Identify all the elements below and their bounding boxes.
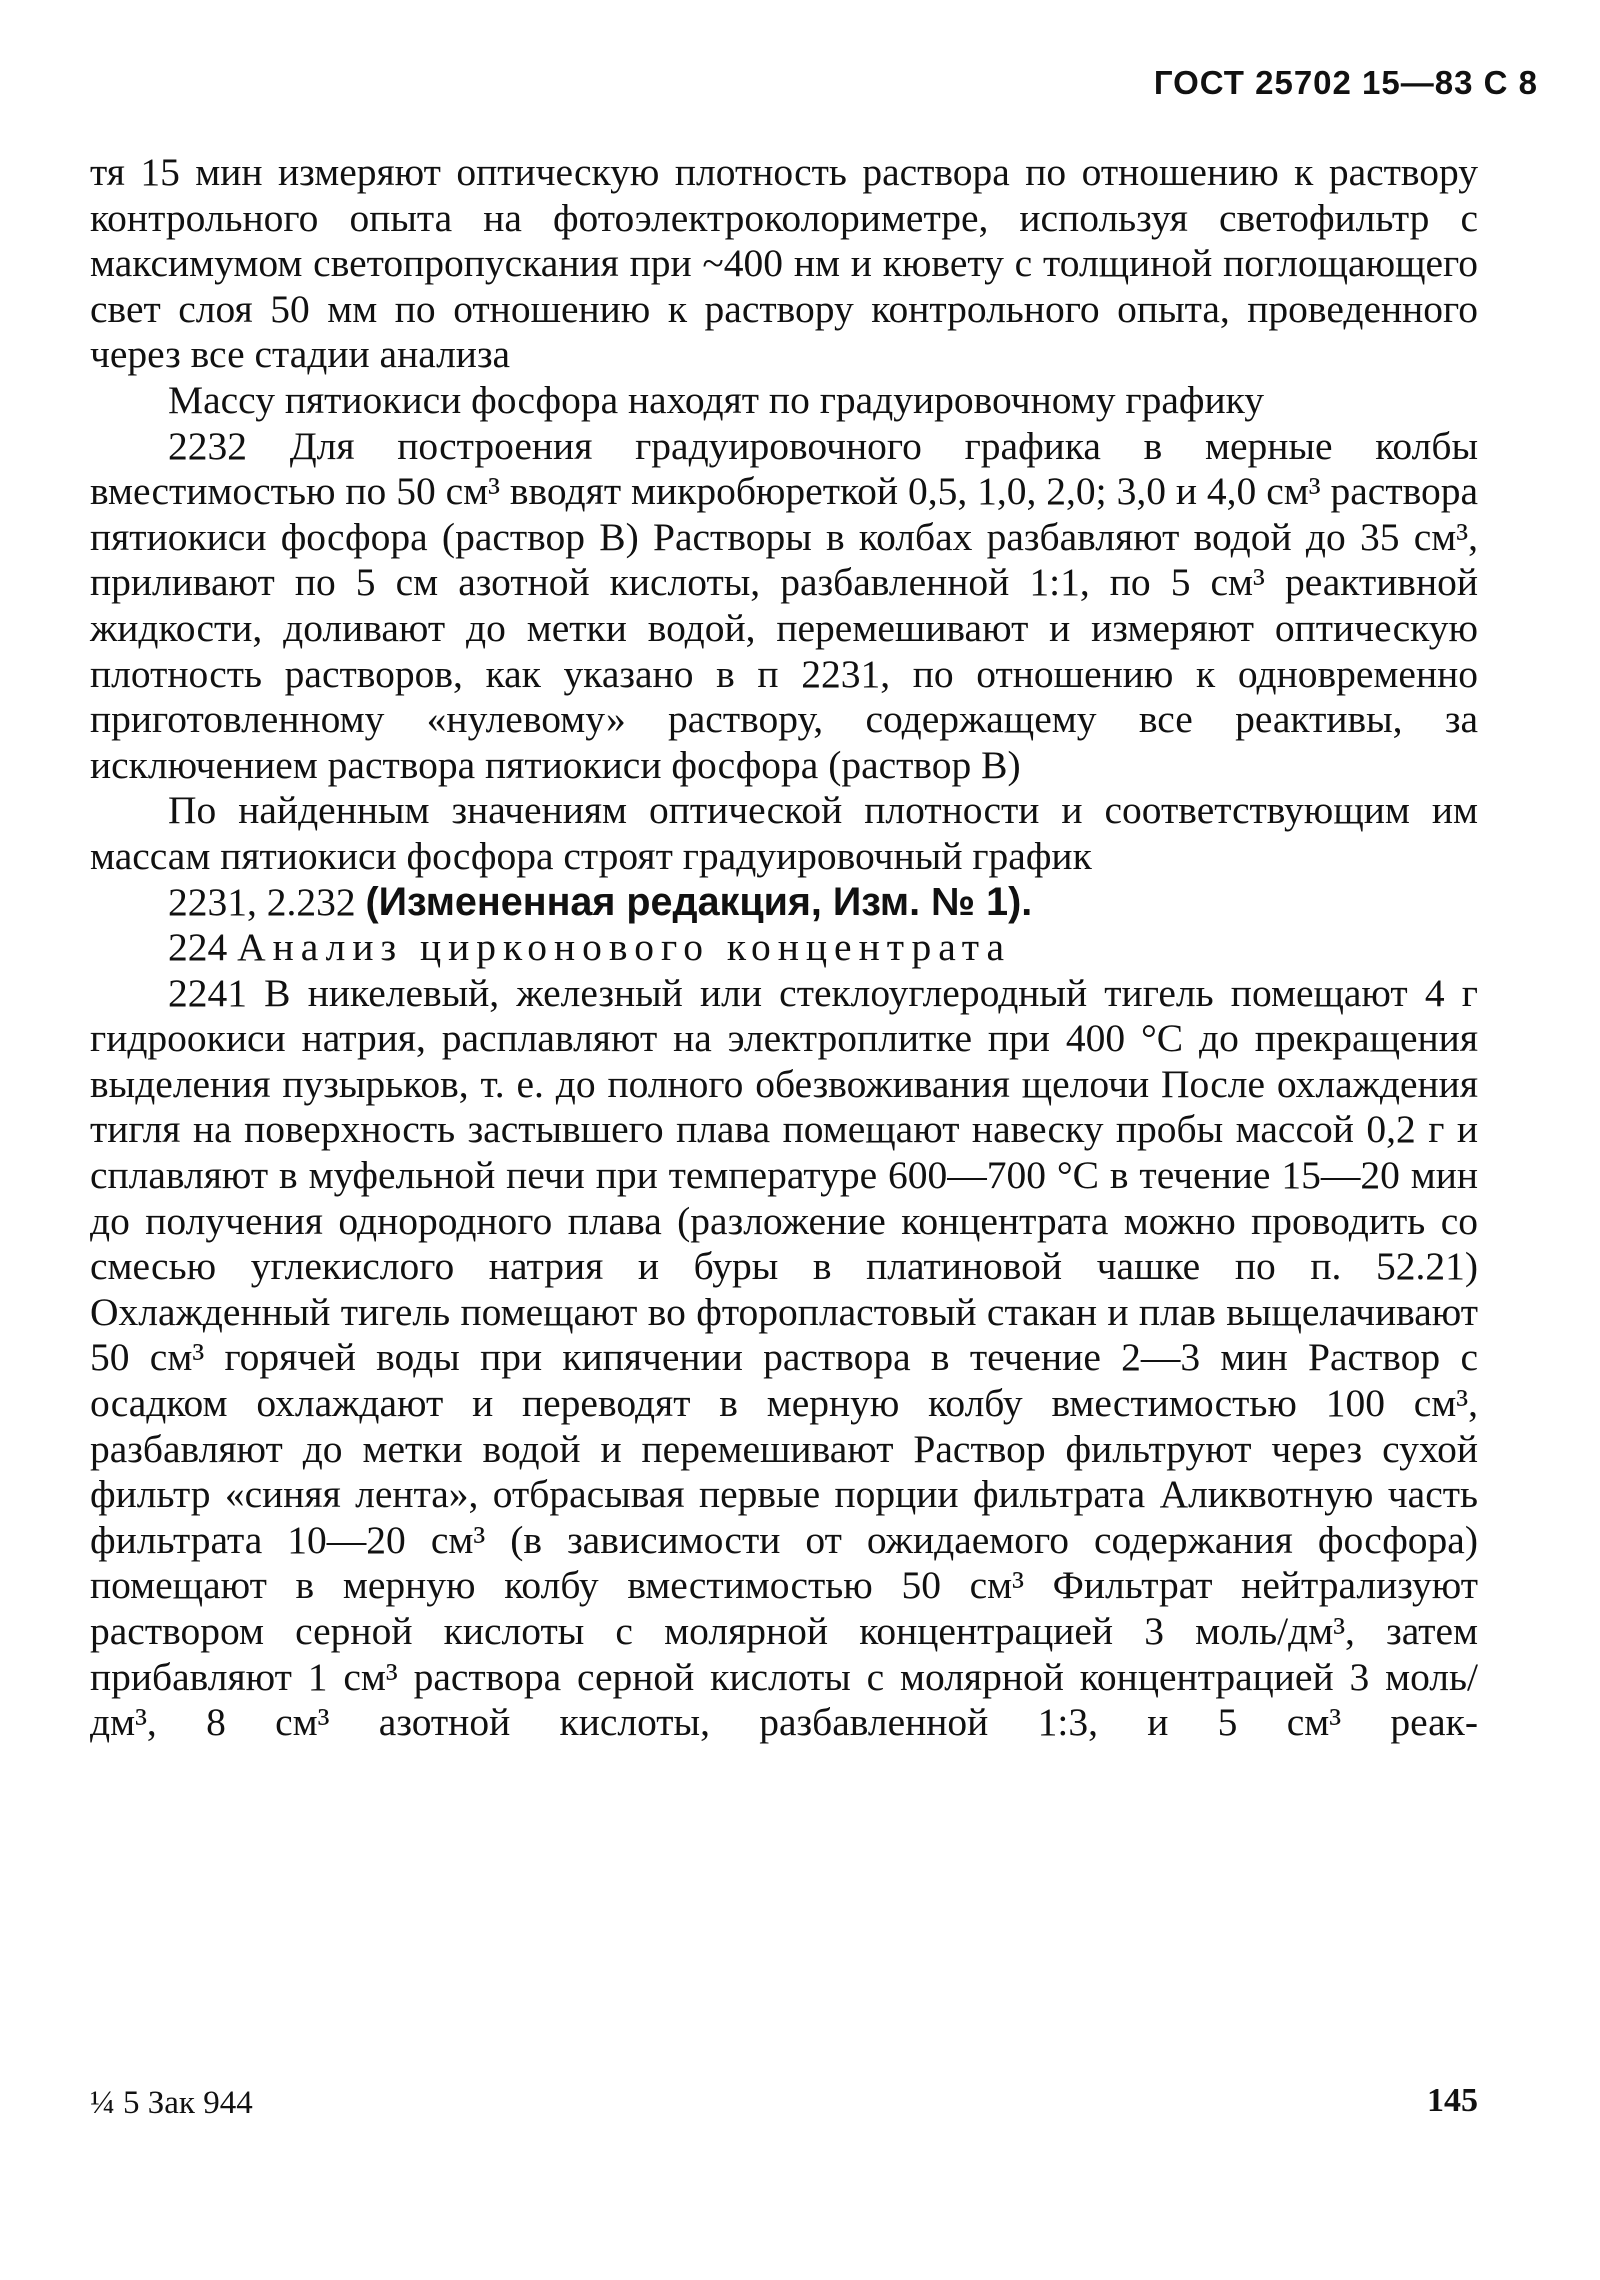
paragraph-mass-phosphorus: Массу пятиокиси фосфора находят по градуировочному графику	[168, 377, 1264, 422]
paragraph-amendment	[90, 880, 1478, 926]
section-title: Анализ цирконового концентрата	[237, 925, 1011, 970]
page-number: 145	[1427, 2082, 1478, 2119]
section-number: 224	[168, 925, 238, 970]
standard-code-header: ГОСТ 25702 15—83 С 8	[1153, 64, 1538, 101]
amendment-clause-numbers: 2231, 2.232	[168, 879, 366, 924]
paragraph-zircon-procedure: 2241 В никелевый, железный или стеклоуглеродный тигель помещают 4 г гидроокиси натрия, расплавляют на электроплитке при 400 °С до прекращения выделения пузырьков, т. е. до полного обезвоживания щелочи После охлаждения тигля на поверхность застывшего плава помещают навеску пробы массой 0,2 г и сплавляют в муфельной печи при температуре 600—700 °С в течение 15—20 мин до получения однородного плава (разложение концентрата можно проводить со смесью углекислого натрия и буры в платиновой чашке по п. 52.21) Охлажденный тигель помещают во фторопластовый стакан и плав выщелачивают 50 см³ горячей воды при кипячении раствора в течение 2—3 мин Раствор с осадком охлаждают и переводят в мерную колбу вместимостью 100 см³, разбавляют до метки водой и перемешивают Раствор фильтруют через сухой фильтр «синяя лента», отбрасывая первые порции фильтрата Аликвотную часть фильтрата 10—20 см³ (в зависимости от ожидаемого содержания фосфора) помещают в мерную колбу вместимостью 50 см³ Фильтрат нейтрализуют раствором серной кислоты с молярной концентрацией 3 моль/дм³, затем прибавляют 1 см³ раствора серной кислоты с молярной концентрацией 3 моль/дм³, 8 см³ азотной кислоты, разбавленной 1:3, и 5 см³ реак-	[90, 970, 1478, 1745]
amendment-note: (Измененная редакция, Изм. № 1).	[365, 879, 1033, 924]
body-text	[90, 150, 1478, 1746]
print-order-note: ¼ 5 Зак 944	[90, 2085, 253, 2121]
section-heading-zircon	[90, 925, 1478, 971]
paragraph-graph-build: По найденным значениям оптической плотности и соответствующим им массам пятиокиси фосфора строят градуировочный график	[90, 788, 1478, 878]
paragraph-calibration-graph: 2232 Для построения градуировочного графика в мерные колбы вместимостью по 50 см³ вводят микробюреткой 0,5, 1,0, 2,0; 3,0 и 4,0 см³ раствора пятиокиси фосфора (раствор В) Растворы в колбах разбавляют водой до 35 см³, приливают по 5 см азотной кислоты, разбавленной 1:1, по 5 см³ реактивной жидкости, доливают до метки водой, перемешивают и измеряют оптическую плотность растворов, как указано в п 2231, по отношению к одновременно приготовленному «нулевому» раствору, содержащему все реактивы, за исключением раствора пятиокиси фосфора (раствор В)	[90, 423, 1478, 787]
paragraph-optical-density: тя 15 мин измеряют оптическую плотность раствора по отношению к раствору контрольного опыта на фотоэлектроколориметре, используя светофильтр с максимумом светопропускания при ~400 нм и кювету с толщиной поглощающего свет слоя 50 мм по отношению к раствору контрольного опыта, проведенного через все стадии анализа	[90, 150, 1478, 377]
